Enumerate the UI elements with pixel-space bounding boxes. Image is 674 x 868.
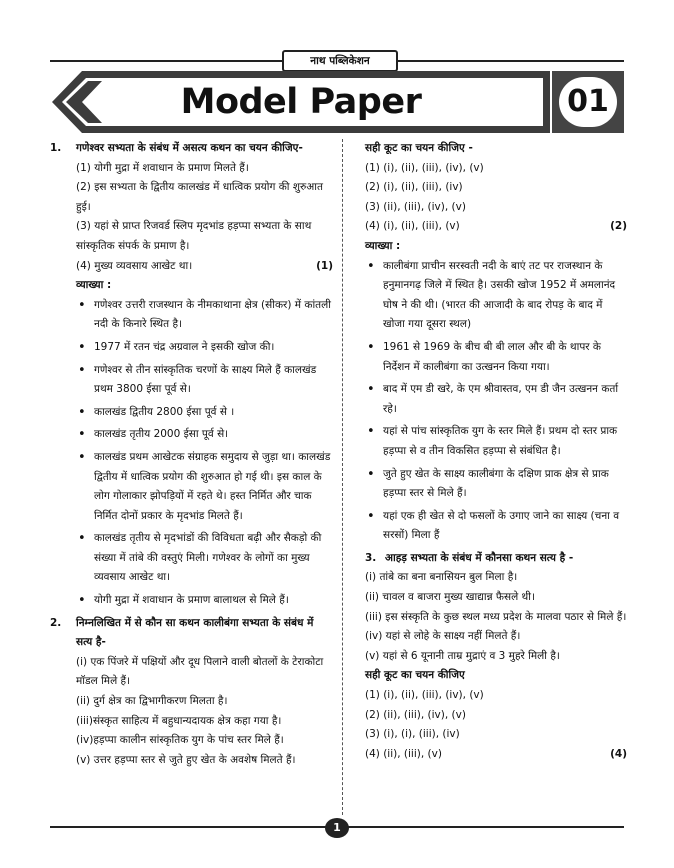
explanation-label: व्याख्या : [76, 279, 112, 292]
question-3-heading [365, 549, 627, 569]
explanation-item: • 1977 में रतन चंद्र अग्रवाल ने इसकी खोज की। [76, 338, 333, 358]
q2-code: (4) (i), (ii), (iii), (v) [365, 220, 460, 233]
q3-option: (iii) इस संस्कृति के कुछ स्थल मध्य प्रदेश के मालवा पठार से मिले हैं। [365, 610, 627, 623]
q3-option: (ii) चावल व बाजरा मुख्य खाद्यान्न फैसले थी। [365, 591, 535, 604]
column-divider [342, 139, 343, 815]
q2-last-code-row [365, 217, 627, 237]
explanation-item: • यहां से पांच सांस्कृतिक युग के स्तर मिले हैं। प्रथम दो स्तर प्राक हड़प्पा से व तीन विकसित हड़प्पा से संबंधित है। [365, 422, 627, 461]
explanation-item: • जुते हुए खेत के साक्ष्य कालीबंगा के दक्षिण प्राक क्षेत्र से प्राक हड़प्पा स्तर से मिले हैं। [365, 465, 627, 504]
q1-option: (3) यहां से प्राप्त रिजवर्ड स्लिप मृदभांड हड़प्पा सभ्यता के साथ सांस्कृतिक संपर्क के प्रमाण है। [76, 220, 312, 252]
right-column [365, 139, 627, 764]
explanation-item: • कालखंड प्रथम आखेटक संग्राहक समुदाय से जुड़ा था। कालखंड द्वितीय में धात्विक प्रयोग की शुरुआत हो गई थी। इस काल के लोग गोलाकार झोपड़ियों में रहते थे। हस्त निर्मित और चाक निर्मित दोनों प्रकार के मृदभांड मिलते हैं। [76, 448, 333, 526]
explanation-item: • 1961 से 1969 के बीच बी बी लाल और बी के थापर के निर्देशन में कालीबंगा का उत्खनन किया गया। [365, 338, 627, 377]
publisher-label: नाथ पब्लिकेशन [282, 50, 398, 72]
question-text: गणेश्वर सभ्यता के संबंध में असत्य कथन का चयन कीजिए- [76, 142, 303, 154]
q2-option: (v) उत्तर हड़प्पा स्तर से जुते हुए खेत के अवशेष मिलते हैं। [76, 753, 296, 766]
q3-answer: (4) [610, 747, 627, 760]
q2-option: (iii)संस्कृत साहित्य में बहुधान्यदायक क्षेत्र कहा गया है। [76, 714, 282, 727]
explanation-item: • योगी मुद्रा में शवाधान के प्रमाण बालाथल से मिले हैं। [76, 591, 333, 611]
q3-option: (iv) यहां से लोहे के साक्ष्य नहीं मिलते हैं। [365, 630, 521, 643]
q2-select-label: सही कूट का चयन कीजिए - [365, 142, 473, 154]
q2-option: (i) एक पिंजरे में पक्षियों और दूध पिलाने वाली बोतलों के टेराकोटा मॉडल मिले हैं। [76, 655, 324, 688]
explanation-item: • कालीबंगा प्राचीन सरस्वती नदी के बाएं तट पर राजस्थान के हनुमानगढ़ जिले में स्थित है। उसकी खोज 1952 में अमलानंद घोष ने की थी। (भारत की आजादी के बाद रोपड़ के बाद में खोजा गया दूसरा स्थल) [365, 257, 627, 335]
page-title: Model Paper [180, 82, 422, 122]
q2-code: (1) (i), (ii), (iii), (iv), (v) [365, 161, 484, 174]
question-3 [365, 549, 627, 569]
q1-explanation-list [50, 296, 333, 611]
q3-code: (2) (ii), (iii), (iv), (v) [365, 708, 466, 721]
q2-answer: (2) [610, 220, 627, 233]
explanation-item: • यहां एक ही खेत से दो फसलों के उगाए जाने का साक्ष्य (चना व सरसों) मिला हैं [365, 507, 627, 546]
question-number: 1. [50, 142, 62, 154]
q3-code: (4) (ii), (iii), (v) [365, 747, 442, 760]
q1-option: (4) मुख्य व्यवसाय आखेट था। [76, 259, 193, 272]
explanation-label: व्याख्या : [365, 239, 401, 252]
q1-last-option-row [50, 257, 333, 277]
explanation-item: • कालखंड तृतीय 2000 ईसा पूर्व से। [76, 425, 333, 445]
q3-option: (v) यहां से 6 यूनानी ताम्र मुद्राएं व 3 मुहरे मिली है। [365, 649, 560, 662]
paper-number-box [552, 71, 624, 133]
page-number: 1 [325, 818, 349, 838]
explanation-item: • कालखंड तृतीय से मृदभांडों की विविधता बढ़ी और सैकड़ो की संख्या में तांबे की वस्तुएं मिली। गणेश्वर के लोगों का मुख्य व्यवसाय आखेट था। [76, 529, 333, 588]
question-number: 2. [50, 616, 62, 629]
q2-explanation-list [365, 257, 627, 546]
q3-last-code-row [365, 745, 627, 765]
q3-select-label: सही कूट का चयन कीजिए [365, 669, 465, 682]
q3-code: (3) (i), (i), (iii), (iv) [365, 728, 460, 741]
paper-number: 01 [559, 77, 617, 127]
question-text: आहड़ सभ्यता के संबंध में कौनसा कथन सत्य है - [385, 551, 574, 564]
question-2 [50, 614, 333, 653]
explanation-item: • कालखंड द्वितीय 2800 ईसा पूर्व से । [76, 403, 333, 423]
q2-option: (iv)हड़प्पा कालीन सांस्कृतिक युग के पांच स्तर मिले हैं। [76, 734, 284, 747]
q3-option: (i) तांबे का बना बनासियन बुल मिला है। [365, 571, 518, 584]
explanation-item: • गणेश्वर उत्तरी राजस्थान के नीमकाथाना क्षेत्र (सीकर) में कांतली नदी के किनारे स्थित है। [76, 296, 333, 335]
q1-answer: (1) [316, 259, 333, 272]
question-text: निम्नलिखित में से कौन सा कथन कालीबंगा सभ्यता के संबंध में सत्य है- [76, 616, 314, 649]
q3-code: (1) (i), (ii), (iii), (iv), (v) [365, 689, 484, 702]
explanation-item: • बाद में एम डी खरे, के एम श्रीवास्तव, एम डी जैन उत्खनन कर्ता रहे। [365, 380, 627, 419]
q2-code: (3) (ii), (iii), (iv), (v) [365, 200, 466, 213]
explanation-item: • गणेश्वर से तीन सांस्कृतिक चरणों के साक्ष्य मिले हैं कालखंड प्रथम 3800 ईसा पूर्व से। [76, 361, 333, 400]
q1-option: (2) इस सभ्यता के द्वितीय कालखंड में धात्विक प्रयोग की शुरुआत हुई। [76, 181, 323, 213]
question-1 [50, 139, 333, 159]
question-number: 3. [365, 551, 377, 564]
q1-option: (1) योगी मुद्रा में शवाधान के प्रमाण मिलते हैं। [76, 161, 249, 174]
q2-code: (2) (i), (ii), (iii), (iv) [365, 181, 463, 194]
title-banner [52, 71, 550, 133]
q2-option: (ii) दुर्ग क्षेत्र का द्विभागीकरण मिलता है। [76, 695, 228, 708]
left-column [50, 139, 333, 770]
